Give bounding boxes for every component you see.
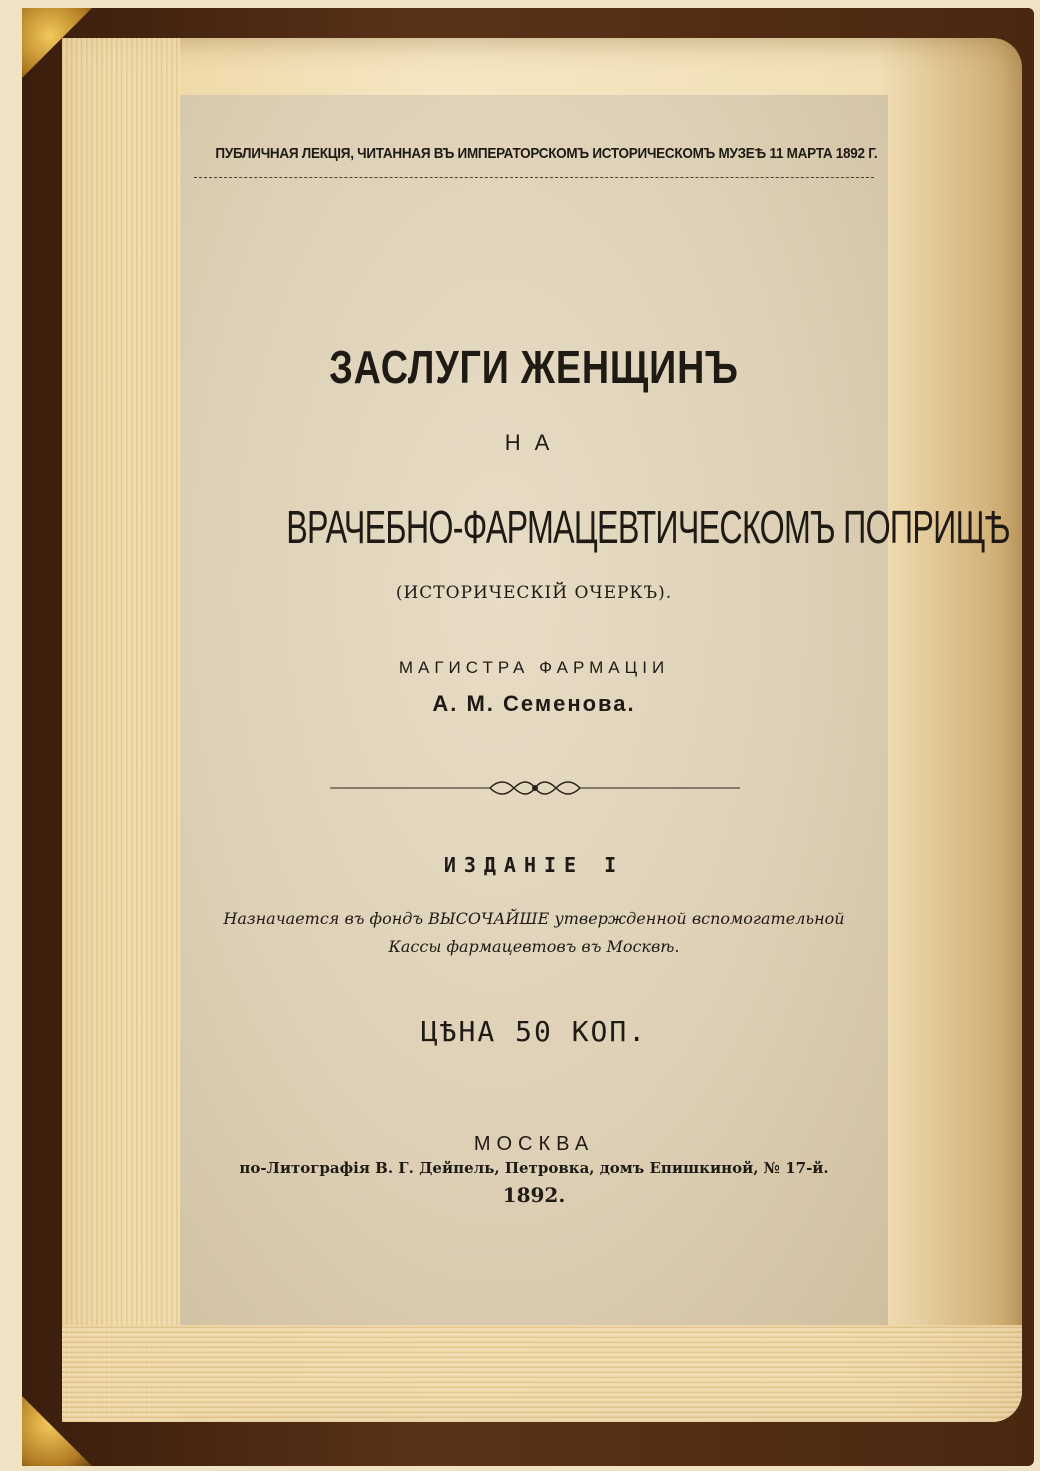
title-line-3: ВРАЧЕБНО-ФАРМАЦЕВТИЧЕСКОМЪ ПОПРИЩѢ xyxy=(286,501,1010,553)
header-line: ПУБЛИЧНАЯ ЛЕКЦІЯ, ЧИТАННАЯ ВЪ ИМПЕРАТОРСКОМЪ ИСТОРИЧЕСКОМЪ МУЗЕѢ 11 МАРТА 1892 Г. xyxy=(215,145,878,162)
edition: ИЗДАНІЕ I xyxy=(443,853,625,877)
scroll-ornament-icon xyxy=(330,773,740,803)
title-page xyxy=(180,95,1010,1325)
subtitle: (ИСТОРИЧЕСКІЙ ОЧЕРКЪ). xyxy=(395,583,673,603)
page-edges-bottom xyxy=(62,1325,1022,1422)
page-edges-left xyxy=(62,38,180,1422)
press-line: по-Литографія В. Г. Дейпель, Петровка, домъ Епишкиной, № 17-й. xyxy=(239,1159,829,1177)
city: МОСКВА xyxy=(473,1133,595,1155)
title-line-1: ЗАСЛУГИ ЖЕНЩИНЪ xyxy=(329,341,739,393)
title-line-2: НА xyxy=(504,430,564,455)
author-prefix: МАГИСТРА ФАРМАЦІИ xyxy=(398,658,670,677)
price: ЦѢНА 50 КОП. xyxy=(420,1015,648,1048)
fund-note: Назначается въ фондъ ВЫСОЧАЙШЕ утвержденной вспомогательной Кассы фармацевтовъ въ Москвѣ. xyxy=(223,909,845,956)
header-rule xyxy=(194,177,874,178)
year: 1892. xyxy=(502,1183,566,1207)
author-name: А. М. Семенова. xyxy=(432,691,636,716)
